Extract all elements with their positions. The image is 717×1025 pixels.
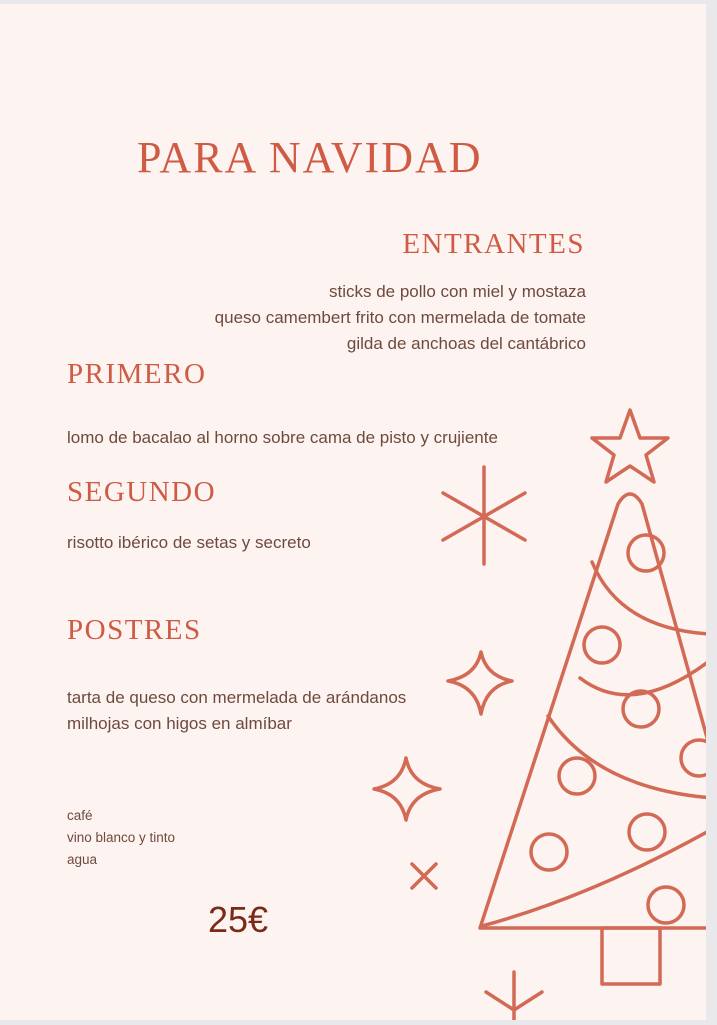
section-heading-entrantes: ENTRANTES xyxy=(402,228,585,260)
list-item: gilda de anchoas del cantábrico xyxy=(346,334,586,353)
list-item: lomo de bacalao al horno sobre cama de pisto y crujiente xyxy=(67,428,498,447)
section-heading-segundo: SEGUNDO xyxy=(67,476,217,508)
page-title: PARA NAVIDAD xyxy=(137,133,483,182)
list-item: café xyxy=(67,808,93,823)
list-item: vino blanco y tinto xyxy=(67,830,176,845)
sparkle-icon xyxy=(448,652,512,714)
drinks-list xyxy=(67,805,175,871)
cross-icon xyxy=(412,864,436,888)
list-item: sticks de pollo con miel y mostaza xyxy=(329,282,586,301)
list-item: risotto ibérico de setas y secreto xyxy=(67,533,311,552)
list-item: milhojas con higos en almíbar xyxy=(67,714,292,733)
section-heading-postres: POSTRES xyxy=(67,614,202,646)
list-item: queso camembert frito con mermelada de tomate xyxy=(214,308,586,327)
entrantes-list xyxy=(215,279,586,357)
list-item: agua xyxy=(67,852,98,867)
christmas-tree-icon xyxy=(480,494,706,984)
sparkle-icon xyxy=(374,758,440,820)
menu-price: 25€ xyxy=(208,899,269,940)
primero-list xyxy=(67,425,498,451)
star-icon xyxy=(592,410,668,482)
snowflake-icon xyxy=(443,467,525,564)
menu-page xyxy=(0,4,706,1020)
postres-list xyxy=(67,685,406,737)
segundo-list xyxy=(67,530,311,556)
section-heading-primero: PRIMERO xyxy=(67,358,207,390)
snowflake-icon xyxy=(486,972,542,1020)
list-item: tarta de queso con mermelada de arándanos xyxy=(67,688,407,707)
